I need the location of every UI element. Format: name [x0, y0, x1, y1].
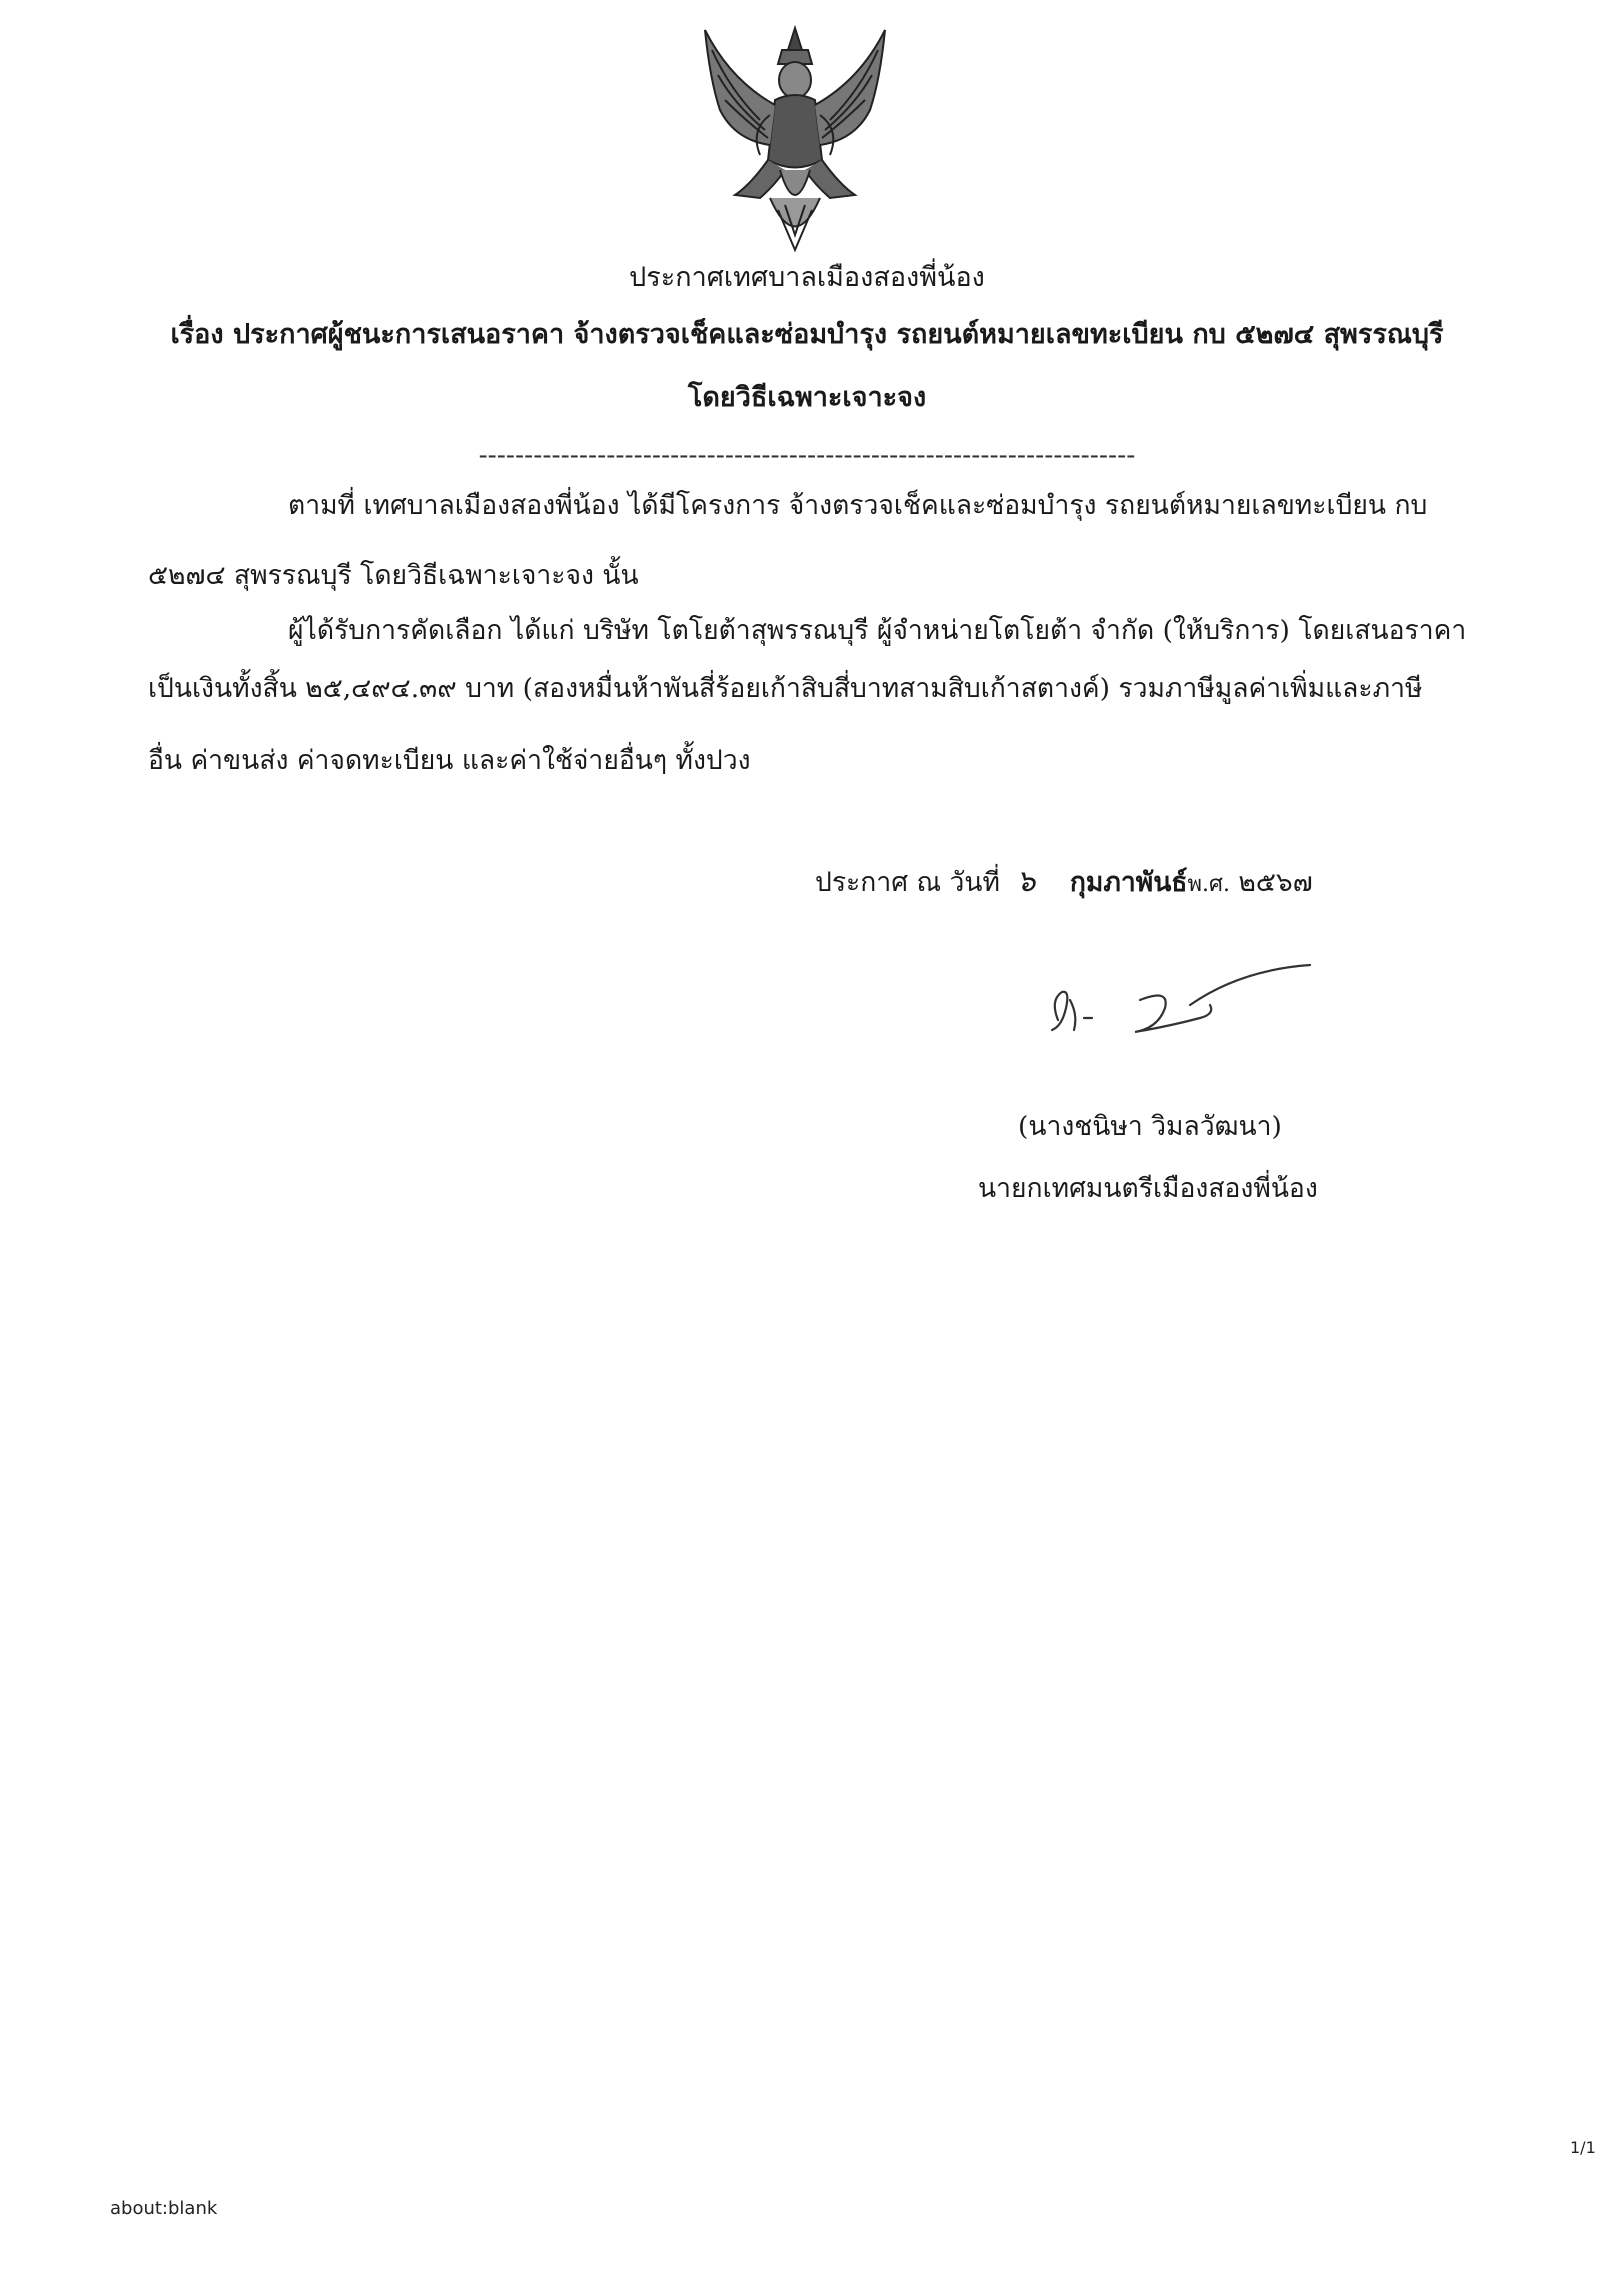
date-prefix: ประกาศ ณ วันที่ [815, 867, 1000, 898]
date-day: ๖ [1016, 864, 1036, 899]
body-line: อื่น ค่าขนส่ง ค่าจดทะเบียน และค่าใช้จ่ายอื่นๆ ทั้งปวง [148, 745, 751, 776]
signer-title: นายกเทศมนตรีเมืองสองพี่น้อง [978, 1173, 1318, 1204]
separator-line: ------------------------------------------------------------------------ [478, 440, 1136, 471]
page-number: 1/1 [1570, 2138, 1596, 2157]
announcement-date [815, 858, 1313, 905]
body-line: ตามที่ เทศบาลเมืองสองพี่น้อง ได้มีโครงการ จ้างตรวจเช็คและซ่อมบำรุง รถยนต์หมายเลขทะเบียน กบ [288, 490, 1428, 521]
date-year: ๒๕๖๗ [1238, 867, 1313, 898]
signer-name: (นางชนิษา วิมลวัฒนา) [1018, 1111, 1282, 1142]
footer-url: about:blank [110, 2198, 218, 2219]
date-era: พ.ศ. [1187, 872, 1230, 897]
announcement-subject: เรื่อง ประกาศผู้ชนะการเสนอราคา จ้างตรวจเช็คและซ่อมบำรุง รถยนต์หมายเลขทะเบียน กบ ๕๒๗๔ สุพรรณบุรี [170, 319, 1444, 350]
handwritten-signature [1040, 960, 1320, 1050]
body-line: เป็นเงินทั้งสิ้น ๒๕,๔๙๔.๓๙ บาท (สองหมื่นห้าพันสี่ร้อยเก้าสิบสี่บาทสามสิบเก้าสตางค์) รวมภาษีมูลค่าเพิ่มและภาษี [148, 673, 1423, 704]
date-month: กุมภาพันธ์ [1069, 867, 1188, 898]
body-line: ผู้ได้รับการคัดเลือก ได้แก่ บริษัท โตโยต้าสุพรรณบุรี ผู้จำหน่ายโตโยต้า จำกัด (ให้บริการ) โดยเสนอราคา [288, 615, 1467, 646]
procurement-method: โดยวิธีเฉพาะเจาะจง [687, 382, 927, 413]
announcement-heading: ประกาศเทศบาลเมืองสองพี่น้อง [629, 262, 985, 293]
garuda-emblem-icon [690, 20, 900, 260]
body-line: ๕๒๗๔ สุพรรณบุรี โดยวิธีเฉพาะเจาะจง นั้น [148, 560, 639, 591]
